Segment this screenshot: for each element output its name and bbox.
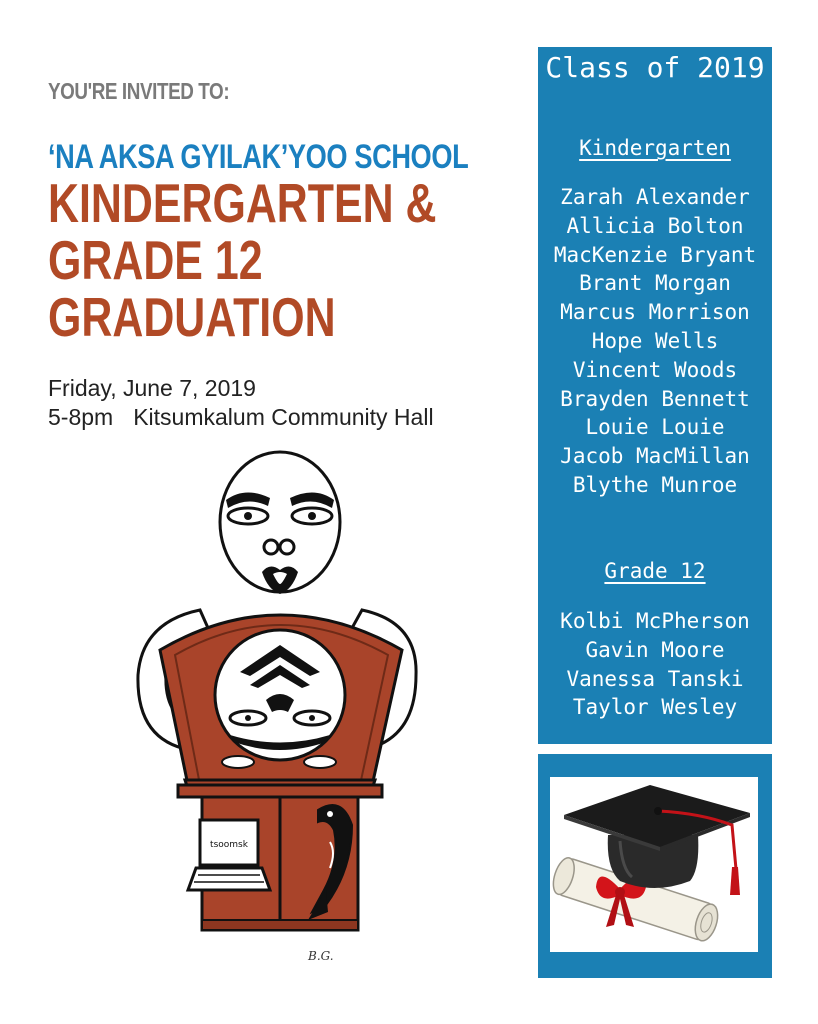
grade12-name: Vanessa Tanski (566, 666, 744, 691)
cap-image-frame (550, 777, 758, 952)
graduation-cap-panel (538, 754, 772, 978)
kindergarten-name: Vincent Woods (572, 357, 738, 382)
kindergarten-name: MacKenzie Bryant (553, 242, 757, 267)
event-time: 5-8pm (48, 404, 114, 430)
event-time-venue (48, 404, 434, 431)
headline-line-1: KINDERGARTEN & (48, 172, 437, 234)
kindergarten-name: Marcus Morrison (560, 300, 750, 325)
kindergarten-heading: Kindergarten (579, 136, 731, 160)
graduation-cap-icon (550, 777, 758, 952)
grade12-list (538, 607, 772, 722)
hand-left (222, 756, 254, 768)
event-date: Friday, June 7, 2019 (48, 375, 256, 401)
grade12-name: Kolbi McPherson (560, 609, 750, 633)
kindergarten-name: Jacob MacMillan (560, 444, 750, 469)
kindergarten-list (538, 183, 772, 500)
headline-line-2: GRADE 12 (48, 229, 263, 291)
invite-intro: YOU'RE INVITED TO: (48, 78, 230, 104)
headline-line-3: GRADUATION (48, 286, 336, 348)
hand-right (304, 756, 336, 768)
kindergarten-name: Allicia Bolton (566, 213, 744, 238)
artist-signature: B.G. (308, 949, 334, 963)
kindergarten-name: Louie Louie (585, 415, 725, 440)
event-venue: Kitsumkalum Community Hall (133, 404, 434, 430)
kindergarten-name: Hope Wells (591, 328, 719, 353)
grade12-heading: Grade 12 (604, 559, 706, 583)
mortarboard (564, 785, 750, 847)
grade12-name: Taylor Wesley (572, 695, 738, 720)
class-title: Class of 2019 (545, 51, 765, 84)
kindergarten-name: Brant Morgan (579, 271, 731, 296)
laptop-text: tsoomsk (210, 840, 248, 850)
kindergarten-name: Zarah Alexander (560, 185, 750, 209)
laptop-keyboard (188, 868, 270, 890)
kindergarten-name: Brayden Bennett (560, 386, 750, 411)
grade12-name: Gavin Moore (585, 637, 725, 662)
graduate-illustration (130, 450, 420, 970)
class-panel (538, 47, 772, 744)
kindergarten-name: Blythe Munroe (572, 472, 738, 497)
school-name: ‘NA AKSA GYILAK’YOO SCHOOL (48, 138, 469, 176)
